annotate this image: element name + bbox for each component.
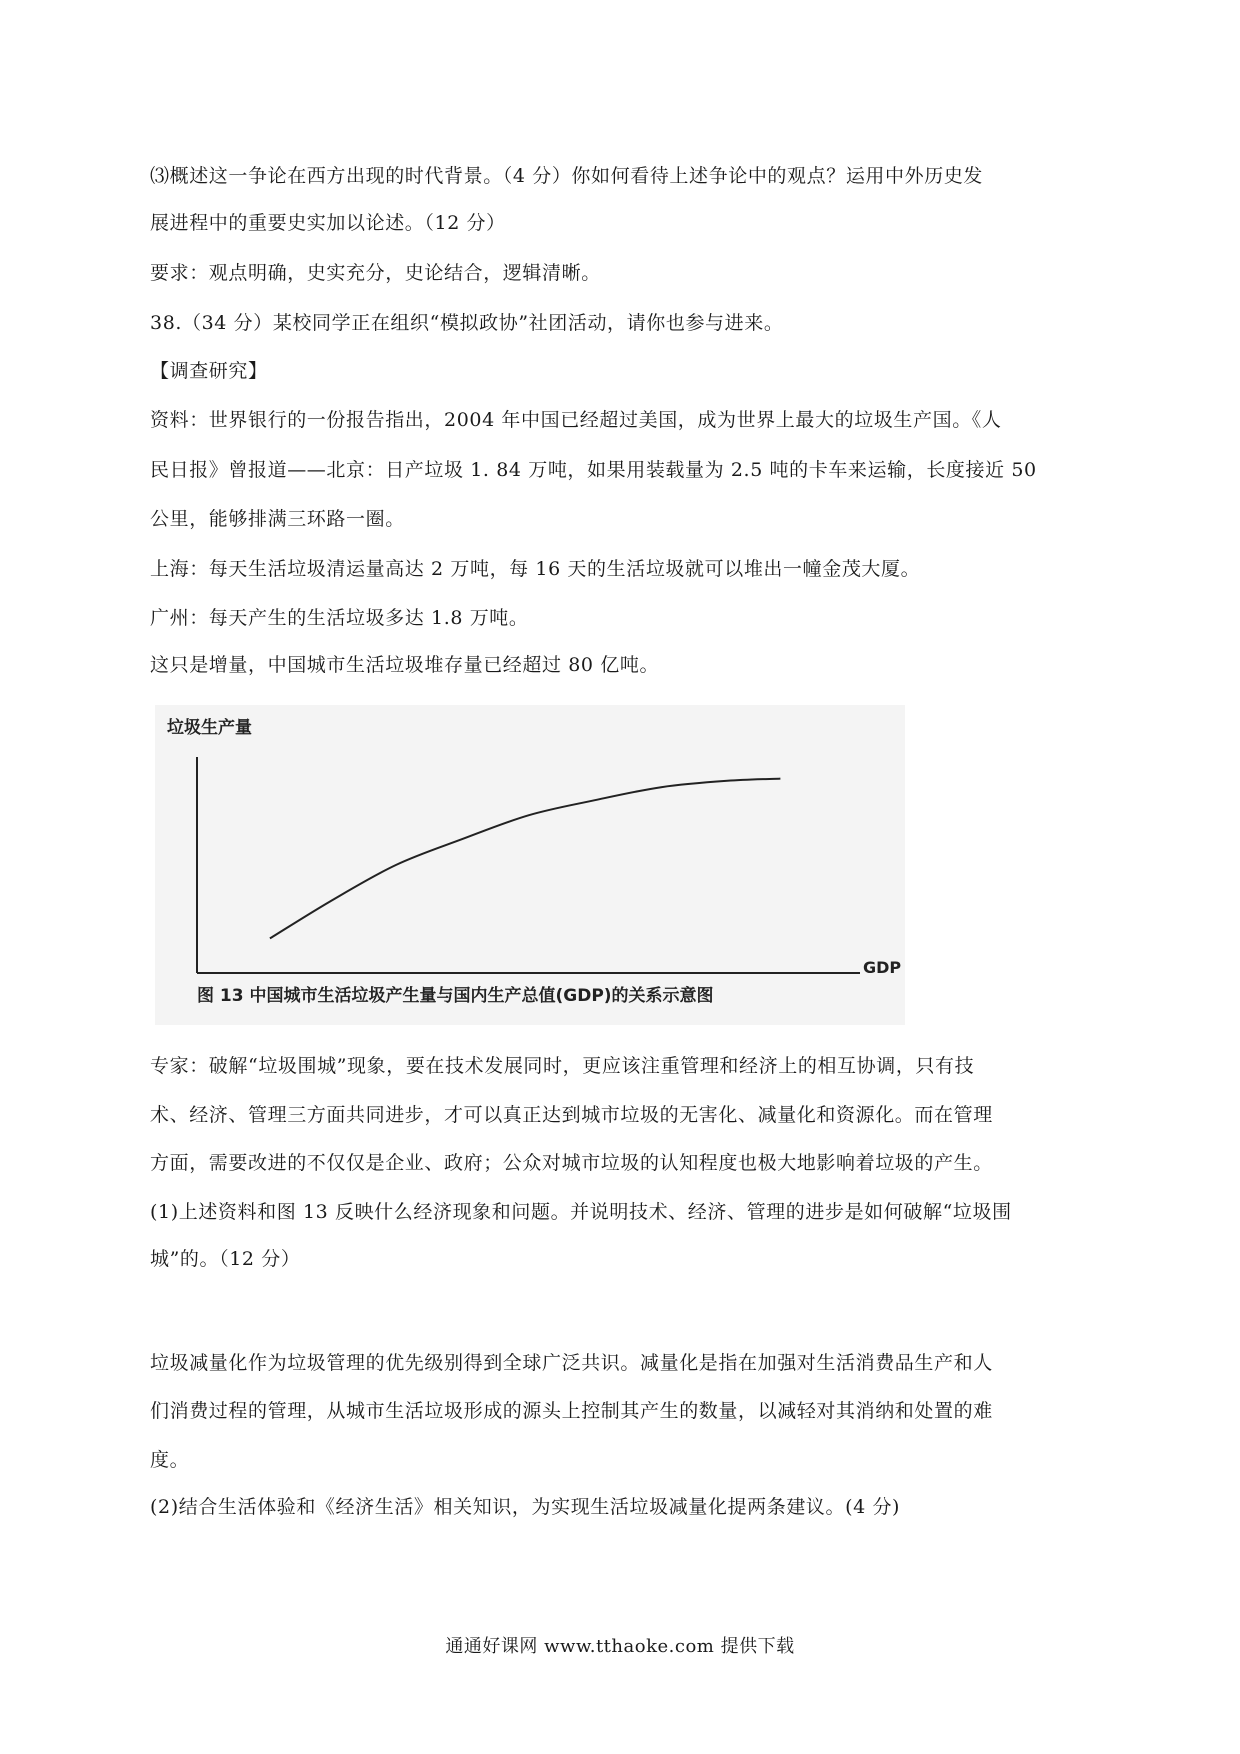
text-line: 上海：每天生活垃圾清运量高达 2 万吨，每 16 天的生活垃圾就可以堆出一幢金茂大厦。 [150, 558, 921, 580]
chart-svg [155, 705, 905, 1025]
text-line: 方面，需要改进的不仅仅是企业、政府；公众对城市垃圾的认知程度也极大地影响着垃圾的产生。 [150, 1152, 993, 1174]
text-line: 民日报》曾报道——北京：日产垃圾 1. 84 万吨，如果用装载量为 2.5 吨的卡车来运输，长度接近 50 [150, 459, 1037, 481]
text-line: 度。 [150, 1449, 190, 1471]
y-axis-label: 垃圾生产量 [167, 718, 252, 738]
text-line: 公里，能够排满三环路一圈。 [150, 508, 405, 530]
text-line: 垃圾减量化作为垃圾管理的优先级别得到全球广泛共识。减量化是指在加强对生活消费品生产和人 [150, 1352, 993, 1374]
text-line: 38.（34 分）某校同学正在组织“模拟政协”社团活动，请你也参与进来。 [150, 312, 784, 334]
text-line: 展进程中的重要史实加以论述。（12 分） [150, 212, 506, 234]
text-line: 城”的。（12 分） [150, 1248, 301, 1270]
text-line: 广州：每天产生的生活垃圾多达 1.8 万吨。 [150, 607, 529, 629]
figure-caption: 图 13 中国城市生活垃圾产生量与国内生产总值(GDP)的关系示意图 [197, 986, 714, 1006]
text-line: 要求：观点明确，史实充分，史论结合，逻辑清晰。 [150, 262, 601, 284]
question-1: (1)上述资料和图 13 反映什么经济现象和问题。并说明技术、经济、管理的进步是如何破解“垃圾围 [150, 1201, 1012, 1223]
text-line: 这只是增量，中国城市生活垃圾堆存量已经超过 80 亿吨。 [150, 654, 660, 676]
section-heading: 【调查研究】 [150, 360, 268, 382]
question-2: (2)结合生活体验和《经济生活》相关知识，为实现生活垃圾减量化提两条建议。(4 分) [150, 1496, 901, 1518]
text-line: 专家：破解“垃圾围城”现象，要在技术发展同时，更应该注重管理和经济上的相互协调，只有技 [150, 1055, 975, 1077]
page-footer: 通通好课网 www.tthaoke.com 提供下载 [445, 1636, 795, 1657]
text-line: 术、经济、管理三方面共同进步，才可以真正达到城市垃圾的无害化、减量化和资源化。而在管理 [150, 1104, 993, 1126]
text-line: ⑶概述这一争论在西方出现的时代背景。（4 分）你如何看待上述争论中的观点？运用中外历史发 [150, 165, 984, 187]
text-line: 们消费过程的管理，从城市生活垃圾形成的源头上控制其产生的数量，以减轻对其消纳和处置的难 [150, 1400, 993, 1422]
x-axis-label: GDP [863, 958, 902, 977]
text-line: 资料：世界银行的一份报告指出，2004 年中国已经超过美国，成为世界上最大的垃圾生产国。《人 [150, 409, 1002, 431]
figure-13 [155, 705, 905, 1025]
series-line [270, 779, 781, 939]
